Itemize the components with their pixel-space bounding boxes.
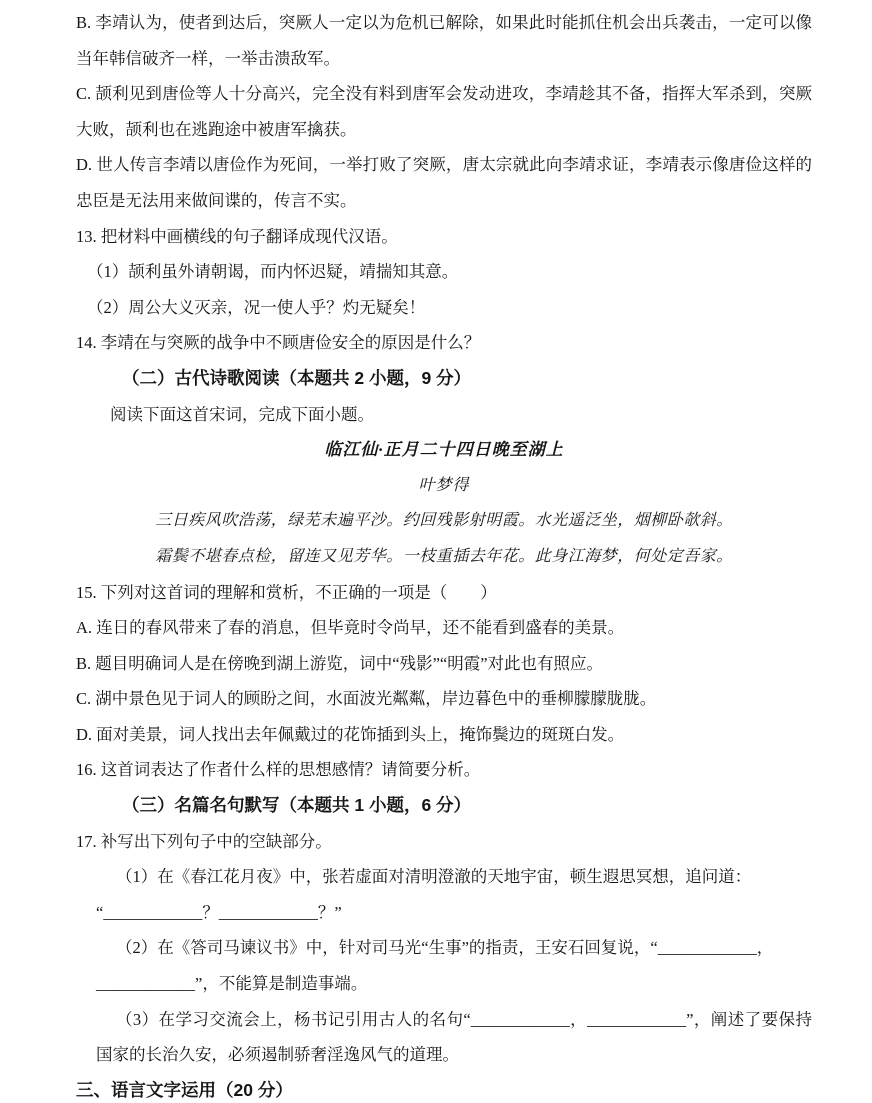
poem-reading-intro: 阅读下面这首宋词，完成下面小题。: [110, 404, 374, 424]
question-16-stem: 16. 这首词表达了作者什么样的思想感情？请简要分析。: [76, 760, 481, 780]
question-14-stem: 14. 李靖在与突厥的战争中不顾唐俭安全的原因是什么？: [76, 333, 481, 353]
section-2-heading: （二）古代诗歌阅读（本题共 2 小题，9 分）: [122, 367, 472, 388]
question-15-stem: 15. 下列对这首词的理解和赏析，不正确的一项是（ ）: [76, 582, 497, 602]
section-3-heading: （三）名篇名句默写（本题共 1 小题，6 分）: [122, 795, 472, 816]
question-13-item-2: （2）周公大义灭亲，况一使人乎？灼无疑矣！: [87, 297, 426, 317]
question-15-option-c: C. 湖中景色见于词人的顾盼之间，水面波光粼粼，岸边暮色中的垂柳朦朦胧胧。: [76, 689, 657, 709]
question-17-item-2-continuation: ____________”，不能算是制造事端。: [96, 974, 368, 994]
question-15-option-d: D. 面对美景，词人找出去年佩戴过的花饰插到头上，掩饰鬓边的斑斑白发。: [76, 724, 625, 744]
prev-question-option-b: B. 李靖认为，使者到达后，突厥人一定以为危机已解除，如果此时能抓住机会出兵袭击，一定可以像当年韩信破齐一样，一举击溃敌军。: [76, 13, 812, 68]
question-13-item-1: （1）颉利虽外请朝谒，而内怀迟疑，靖揣知其意。: [87, 262, 459, 282]
question-13-stem: 13. 把材料中画横线的句子翻译成现代汉语。: [76, 226, 398, 246]
question-17-item-3: （3）在学习交流会上，杨书记引用古人的名句“____________，____________”，阐述了要保持国家的长治久安，必须遏制骄奢淫逸风气的道理。: [96, 1009, 812, 1065]
poem-author: 叶梦得: [418, 476, 470, 494]
question-15-option-a: A. 连日的春风带来了春的消息，但毕竟时令尚早，还不能看到盛春的美景。: [76, 618, 625, 638]
poem-line-1: 三日疾风吹浩荡，绿芜未遍平沙。约回残影射明霞。水光遥泛坐，烟柳卧欹斜。: [155, 512, 733, 530]
question-17-stem: 17. 补写出下列句子中的空缺部分。: [76, 831, 332, 851]
question-15-option-b: B. 题目明确词人是在傍晚到湖上游览，词中“残影”“明霞”对此也有照应。: [76, 653, 604, 673]
section-language-use-heading: 三、语言文字运用（20 分）: [76, 1079, 293, 1100]
question-17-item-1-blanks: “____________？____________？”: [96, 902, 342, 922]
question-17-item-1: （1）在《春江花月夜》中，张若虚面对清明澄澈的天地宇宙，顿生遐思冥想，追问道：: [116, 867, 752, 887]
prev-question-option-c: C. 颉利见到唐俭等人十分高兴，完全没有料到唐军会发动进攻，李靖趁其不备，指挥大军杀到，突厥大败，颉利也在逃跑途中被唐军擒获。: [76, 84, 812, 139]
question-17-item-2: （2）在《答司马谏议书》中，针对司马光“生事”的指责，王安石回复说，“____________，: [116, 938, 774, 958]
prev-question-option-d: D. 世人传言李靖以唐俭作为死间，一举打败了突厥，唐太宗就此向李靖求证，李靖表示像唐俭这样的忠臣是无法用来做间谍的，传言不实。: [76, 155, 812, 210]
poem-title: 临江仙·正月二十四日晚至湖上: [324, 440, 564, 460]
poem-line-2: 霜鬓不堪春点检，留连又见芳华。一枝重插去年花。此身江海梦，何处定吾家。: [155, 547, 733, 565]
